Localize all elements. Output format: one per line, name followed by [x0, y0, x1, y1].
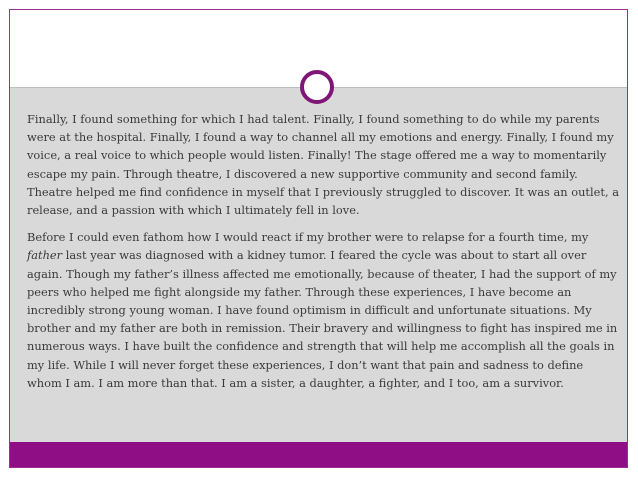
bottom-accent-bar	[10, 442, 627, 467]
paragraph-father-before: Before I could even fathom how I would react if my brother were to relapse for a fourth time, my	[27, 230, 589, 245]
paragraph-father	[27, 228, 619, 392]
paragraph-father-after: last year was diagnosed with a kidney tumor. I feared the cycle was about to start all over again. Though my father’s illness affected me emotionally, because of theater, I had the support of my peers who helped me fight alongside my father. Through these experiences, I have become an incredibly strong young woman. I have found optimism in difficult and unfortunate situations. My brother and my father are both in remission. Their bravery and willingness to fight has inspired me in numerous ways. I have built the confidence and strength that will help me accomplish all the goals in my life. While I will never forget these experiences, I don’t want that pain and sadness to define whom I am. I am more than that. I am a sister, a daughter, a fighter, and I too, am a survivor.	[27, 248, 618, 390]
emphasized-word: father	[27, 248, 63, 263]
body-text	[27, 110, 619, 401]
paragraph-theatre: Finally, I found something for which I had talent. Finally, I found something to do while my parents were at the hospital. Finally, I found a way to channel all my emotions and energy. Finally, I found my voice, a real voice to which people would listen. Finally! The stage offered me a way to momentarily escape my pain. Through theatre, I discovered a new supportive community and second family. Theatre helped me find confidence in myself that I previously struggled to discover. It was an outlet, a release, and a passion with which I ultimately fell in love.	[27, 112, 620, 218]
ring-icon	[300, 70, 334, 104]
